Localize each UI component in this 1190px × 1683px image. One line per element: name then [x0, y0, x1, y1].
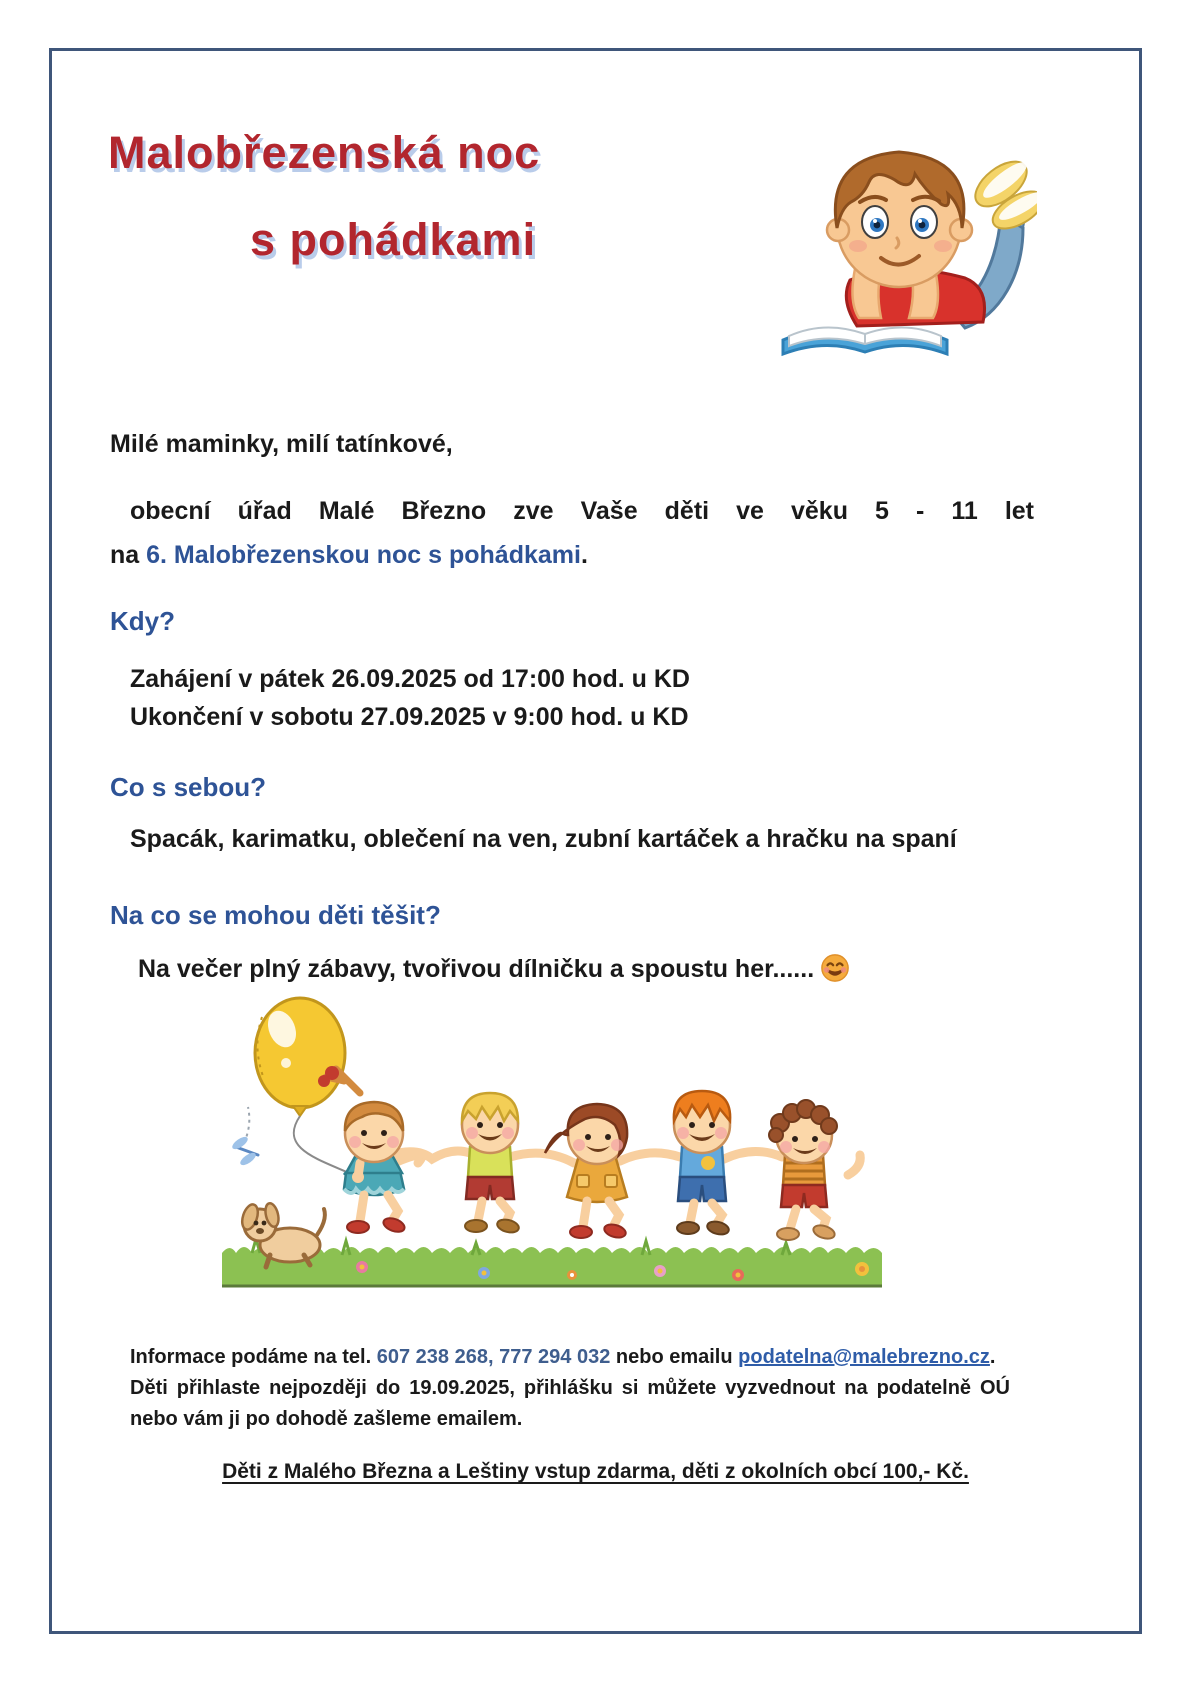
intro-line-1: obecní úřad Malé Březno zve Vaše děti ve věku 5 - 11 let: [130, 497, 1034, 525]
lookforward-text: [138, 953, 850, 984]
event-name-highlight: 6. Malobřezenskou noc s pohádkami: [146, 541, 581, 569]
salutation: Milé maminky, milí tatínkové,: [110, 430, 453, 458]
title-line-2: s pohádkami: [250, 214, 537, 265]
book-icon: [783, 327, 947, 354]
contact-email-part: nebo emailu: [610, 1346, 739, 1368]
phone-number-1: 607 238 268: [376, 1346, 488, 1368]
boy-head: [827, 152, 972, 287]
lookforward-text-content: Na večer plný zábavy, tvořivou dílničku a spoustu her......: [138, 955, 815, 983]
balloon-icon: [255, 998, 358, 1177]
children-running-svg: [222, 985, 882, 1297]
child-boy-curly: [769, 1100, 860, 1241]
boy-reading-svg: [765, 110, 1037, 368]
contact-deadline-text: Děti přihlaste nejpozději do 19.09.2025, přihlášku si můžete vyzvednout na podatelně OÚ nebo vám ji po dohodě zašleme emailem.: [130, 1377, 1010, 1430]
heading-bring: Co s sebou?: [110, 772, 267, 802]
smiling-face-emoji-icon: [820, 953, 850, 983]
intro-line-2: [110, 541, 588, 570]
child-boy-orange-hair: [674, 1091, 730, 1236]
when-details: [130, 660, 690, 736]
title-line-1: Malobřezenská noc: [108, 127, 541, 178]
intro-line2-suffix: .: [580, 541, 588, 569]
page-title: [108, 127, 541, 265]
heading-when: Kdy?: [110, 606, 175, 636]
contact-paragraph: [130, 1342, 1010, 1435]
contact-after-email: .: [989, 1346, 996, 1368]
contact-intro: Informace podáme na tel.: [130, 1346, 377, 1368]
footer-entry-fee: [49, 1460, 1142, 1484]
heading-lookforward: Na co se mohou děti těšit?: [110, 900, 441, 930]
boy-reading-illustration: [765, 110, 1037, 368]
phone-number-2: 777 294 032: [499, 1346, 611, 1368]
when-end-line: Ukončení v sobotu 27.09.2025 v 9:00 hod. u KD: [130, 703, 689, 731]
children-running-illustration: [222, 985, 882, 1297]
footer-entry-fee-text: Děti z Malého Března a Leštiny vstup zdarma, děti z okolních obcí 100,- Kč.: [222, 1460, 969, 1483]
child-boy-blond: [462, 1093, 520, 1234]
phone-separator: ,: [487, 1346, 500, 1368]
dragonfly-icon: [230, 1107, 258, 1167]
email-link[interactable]: podatelna@malebrezno.cz: [738, 1346, 990, 1368]
child-girl-auburn: [545, 1104, 627, 1240]
when-start-line: Zahájení v pátek 26.09.2025 od 17:00 hod. u KD: [130, 665, 690, 693]
bring-text: Spacák, karimatku, oblečení na ven, zubní kartáček a hračku na spaní: [130, 825, 957, 853]
intro-line2-prefix: na: [110, 541, 147, 569]
